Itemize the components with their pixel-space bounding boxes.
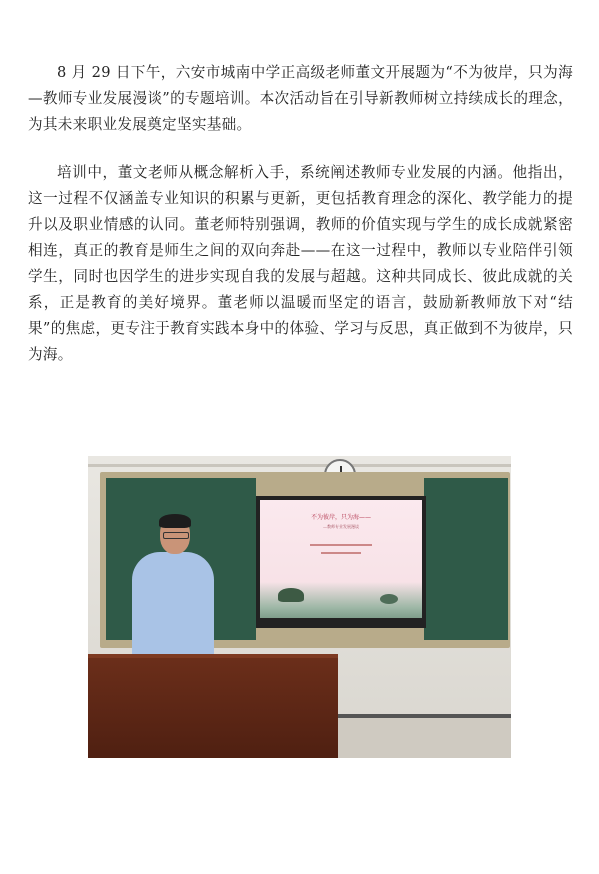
ceiling-line	[88, 464, 511, 467]
training-photo	[88, 456, 511, 758]
floor	[338, 718, 511, 758]
speaker-hair	[159, 514, 191, 528]
projected-slide	[260, 500, 422, 618]
slide-text-line	[321, 552, 361, 554]
speaker-glasses	[163, 532, 189, 539]
paragraph-intro: 8 月 29 日下午，六安市城南中学正高级老师董文开展题为“不为彼岸，只为海—教师专业发展漫谈”的专题培训。本次活动旨在引导新教师树立持续成长的理念，为其未来职业发展奠定坚实基础。	[28, 64, 573, 133]
slide-text-line	[310, 544, 372, 546]
blackboard-right	[424, 478, 508, 640]
slide-tree-image	[278, 588, 304, 602]
slide-tree-image	[380, 594, 398, 604]
lectern-podium	[88, 654, 338, 758]
speaker-shirt	[132, 552, 214, 662]
slide-subtitle: —教师专业发展漫谈	[323, 524, 359, 529]
paragraph-body: 培训中，董文老师从概念解析入手，系统阐述教师专业发展的内涵。他指出，这一过程不仅涵盖专业知识的积累与更新，更包括教育理念的深化、教学能力的提升以及职业情感的认同。董老师特别强调，教师的价值实现与学生的成长成就紧密相连，真正的教育是师生之间的双向奔赴——在这一过程中，教师以专业陪伴引领学生，同时也因学生的进步实现自我的发展与超越。这种共同成长、彼此成就的关系，正是教育的美好境界。董老师以温暖而坚定的语言，鼓励新教师放下对“结果”的焦虑，更专注于教育实践本身中的体验、学习与反思，真正做到不为彼岸，只为海。	[28, 164, 573, 363]
slide-title: 不为彼岸，只为海——	[310, 514, 371, 521]
